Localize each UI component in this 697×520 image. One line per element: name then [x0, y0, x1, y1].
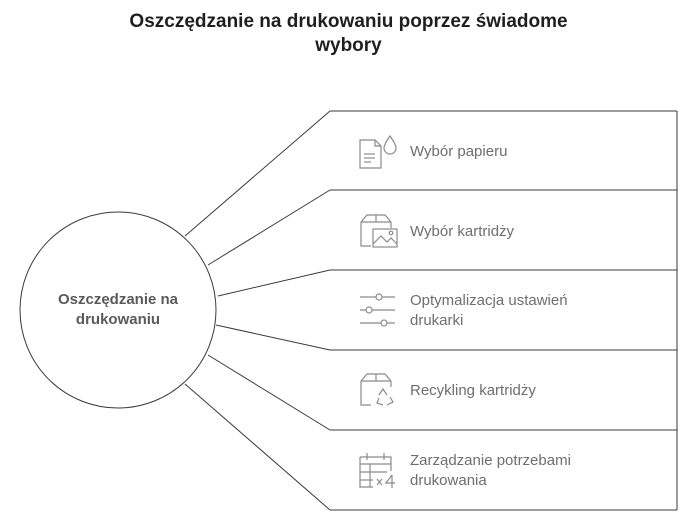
- box-image-icon: [357, 212, 399, 250]
- calendar-times-icon: [357, 451, 399, 489]
- item-label-5: Zarządzanie potrzebami drukowania: [410, 452, 571, 489]
- item-label-4: Recykling kartridży: [410, 382, 536, 399]
- center-label-line-1: Oszczędzanie na: [57, 291, 179, 308]
- paper-drop-icon: [357, 132, 399, 170]
- box-recycle-icon: [357, 371, 399, 409]
- item-label-3: Optymalizacja ustawień drukarki: [410, 292, 568, 329]
- connector-3: [218, 270, 330, 296]
- connector-5: [208, 355, 330, 430]
- connector-2: [208, 190, 330, 265]
- title-line-1: Oszczędzanie na drukowaniu poprzez świadome: [129, 11, 568, 32]
- connector-4: [216, 325, 330, 350]
- title-line-2: wybory: [315, 35, 382, 56]
- connector-1: [185, 111, 330, 236]
- center-label-line-2: drukowaniu: [75, 311, 161, 328]
- connector-6: [185, 384, 330, 510]
- center-label: [22, 290, 214, 330]
- item-label-1: Wybór papieru: [410, 143, 508, 160]
- sliders-icon: [357, 291, 399, 329]
- item-label-2: Wybór kartridży: [410, 223, 515, 240]
